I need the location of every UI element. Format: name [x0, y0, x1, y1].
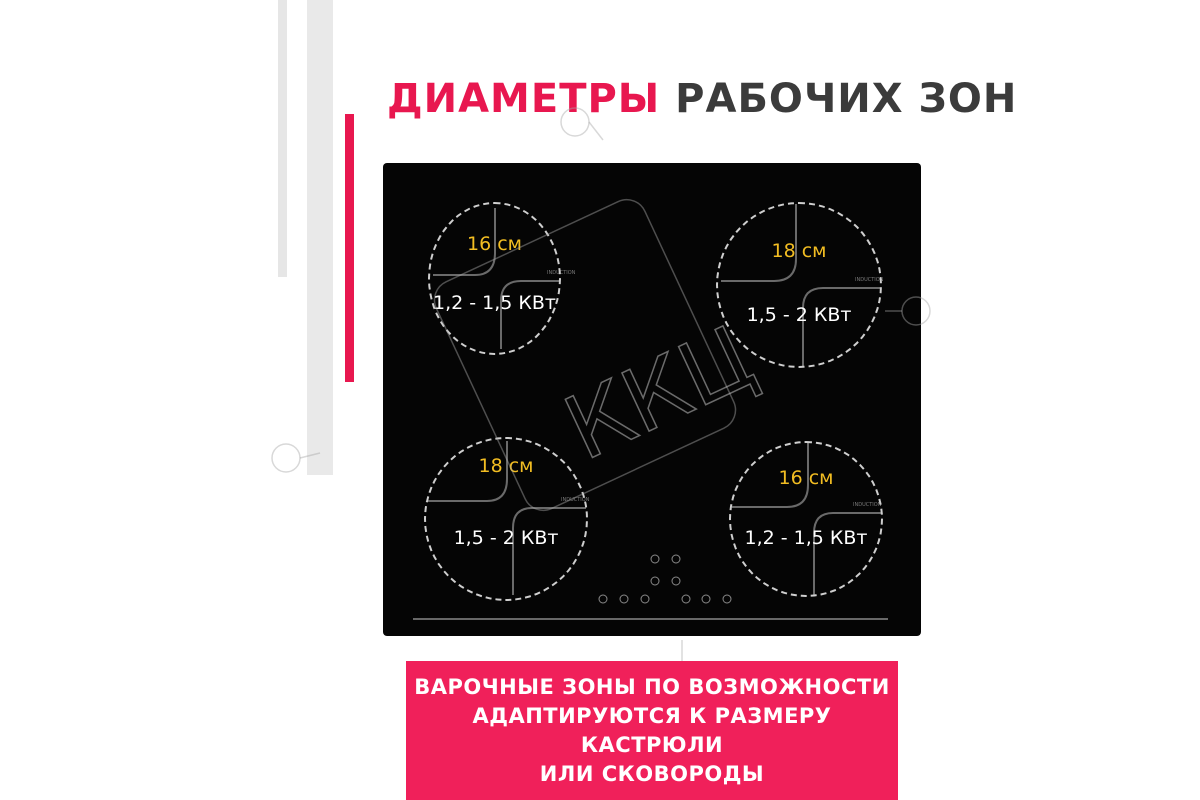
- zone-diameter-label: 18 см: [771, 240, 827, 262]
- banner-line-1: ВАРОЧНЫЕ ЗОНЫ ПО ВОЗМОЖНОСТИ: [414, 674, 890, 699]
- title-accent: ДИАМЕТРЫ: [387, 76, 661, 122]
- zone-diameter-label: 16 см: [778, 467, 834, 489]
- zone-diameter-label: 18 см: [478, 455, 534, 477]
- watermark-text: ККЦ: [549, 305, 769, 481]
- svg-text:INDUCTION: INDUCTION: [855, 277, 884, 283]
- svg-text:INDUCTION: INDUCTION: [853, 502, 882, 508]
- banner-line-3: ИЛИ СКОВОРОДЫ: [539, 761, 765, 786]
- info-banner: [406, 661, 898, 800]
- title-main: РАБОЧИХ ЗОН: [675, 76, 1018, 122]
- banner-line-2: АДАПТИРУЮТСЯ К РАЗМЕРУ КАСТРЮЛИ: [472, 703, 832, 757]
- zone-power-label: 1,5 - 2 КВт: [453, 527, 559, 549]
- svg-text:INDUCTION: INDUCTION: [561, 497, 590, 503]
- zone-power-label: 1,2 - 1,5 КВт: [744, 527, 868, 549]
- svg-text:INDUCTION: INDUCTION: [547, 270, 576, 276]
- banner-text: [406, 673, 898, 789]
- zone-power-label: 1,2 - 1,5 КВт: [433, 292, 556, 314]
- zone-power-label: 1,5 - 2 КВт: [746, 304, 852, 326]
- zone-diameter-label: 16 см: [467, 233, 522, 255]
